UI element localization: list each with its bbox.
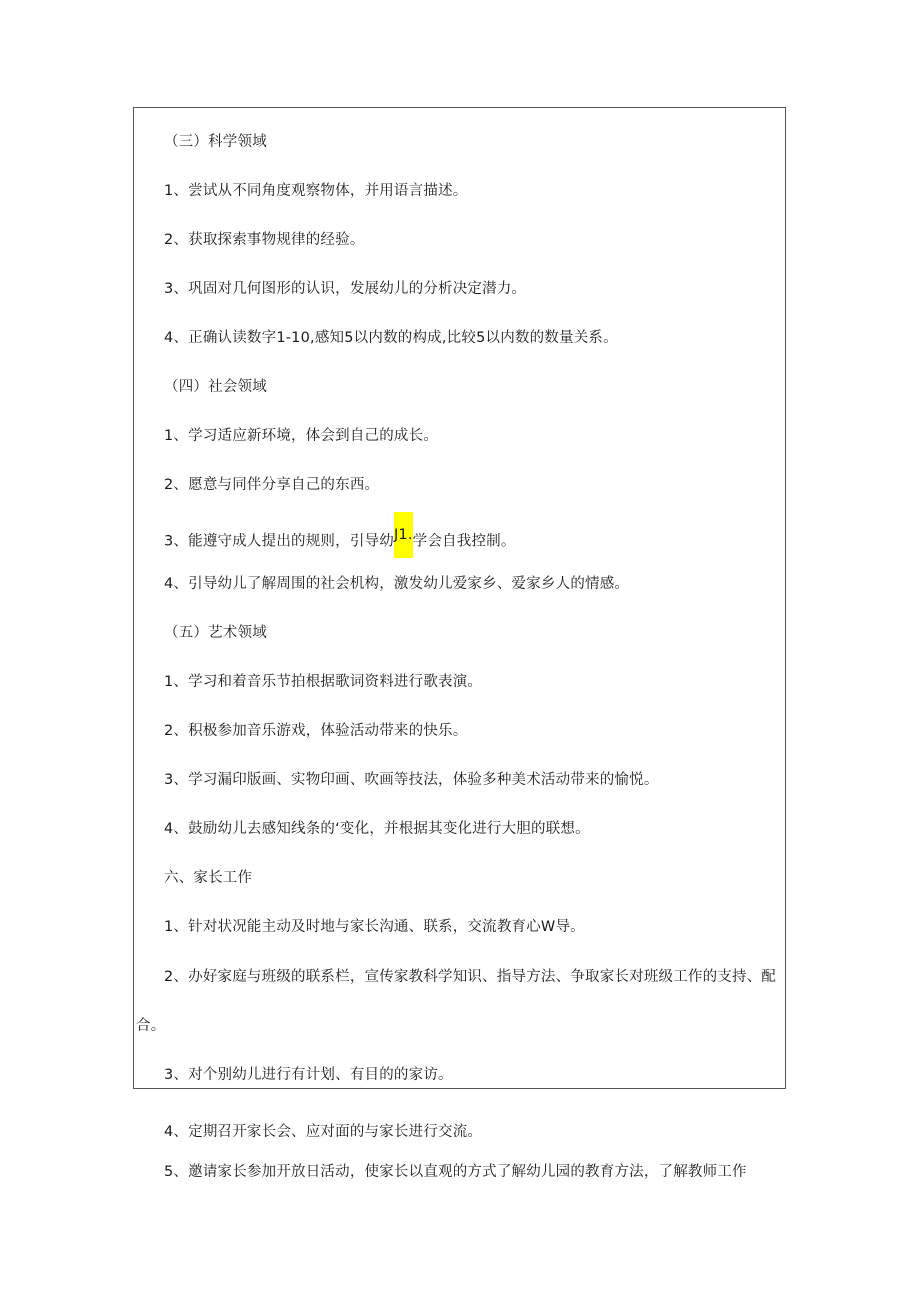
science-item-4: 4、正确认读数字1-10,感知5以内数的构成,比较5以内数的数量关系。: [164, 330, 618, 346]
heading-art: （五）艺术领域: [164, 625, 267, 641]
art-item-4: 4、鼓励幼儿去感知线条的‘变化，并根据其变化进行大胆的联想。: [164, 821, 590, 837]
art-item-2: 2、积极参加音乐游戏，体验活动带来的快乐。: [164, 723, 468, 739]
parent-item-1: 1、针对状况能主动及时地与家长沟通、联系，交流教育心W导。: [164, 919, 585, 935]
art-item-1: 1、学习和着音乐节拍根据歌词资料进行歌表演。: [164, 674, 483, 690]
parent-item-2: 2、办好家庭与班级的联系栏，宣传家教科学知识、指导方法、争取家长对班级工作的支持、配: [164, 969, 777, 985]
heading-science: （三）科学领域: [164, 134, 267, 150]
heading-social: （四）社会领域: [164, 379, 267, 395]
highlighted-text: J1.: [394, 512, 413, 558]
science-item-2: 2、获取探索事物规律的经验。: [164, 232, 365, 248]
heading-parent-work: 六、家长工作: [164, 870, 253, 886]
parent-item-2-wrap: 合。: [136, 1018, 166, 1034]
art-item-3: 3、学习漏印版画、实物印画、吹画等技法，体验多种美术活动带来的愉悦。: [164, 772, 659, 788]
social-item-3-before: 3、能遵守成人提出的规则，引导幼: [164, 533, 394, 550]
science-item-3: 3、巩固对几何图形的认识，发展幼儿的分析决定潜力。: [164, 281, 527, 297]
social-item-1: 1、学习适应新环境，体会到自己的成长。: [164, 428, 439, 444]
social-item-2: 2、愿意与同伴分享自己的东西。: [164, 477, 380, 493]
social-item-3: [164, 525, 516, 558]
social-item-3-after: 学会自我控制。: [412, 533, 516, 550]
social-item-4: 4、引导幼儿了解周围的社会机构，激发幼儿爱家乡、爱家乡人的情感。: [164, 576, 630, 592]
parent-item-3: 3、对个别幼儿进行有计划、有目的的家访。: [164, 1067, 453, 1083]
parent-item-4: 4、定期召开家长会、应对面的与家长进行交流。: [164, 1124, 483, 1140]
parent-item-5: 5、邀请家长参加开放日活动，使家长以直观的方式了解幼儿园的教育方法，了解教师工作: [164, 1164, 747, 1180]
table-frame: [133, 107, 786, 1089]
science-item-1: 1、尝试从不同角度观察物体，并用语言描述。: [164, 183, 468, 199]
